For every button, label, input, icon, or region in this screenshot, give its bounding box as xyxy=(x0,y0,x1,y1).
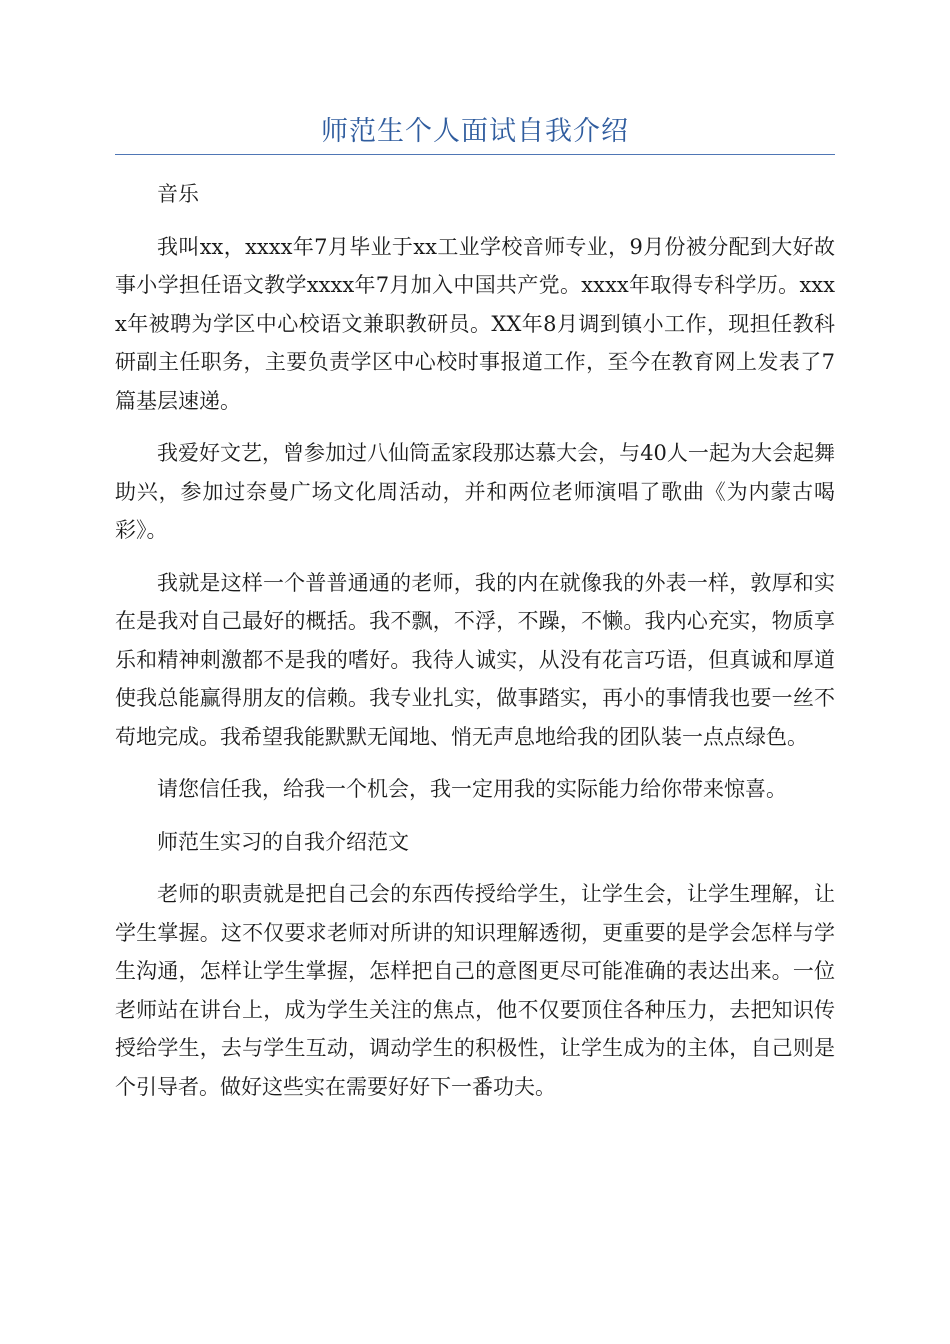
document-body xyxy=(115,175,835,1120)
paragraph-character: 我就是这样一个普普通通的老师，我的内在就像我的外表一样，敦厚和实在是我对自己最好的概括。我不飘，不浮，不躁，不懒。我内心充实，物质享乐和精神刺激都不是我的嗜好。我待人诚实，从没有花言巧语，但真诚和厚道使我总能赢得朋友的信赖。我专业扎实，做事踏实，再小的事情我也要一丝不苟地完成。我希望我能默默无闻地、悄无声息地给我的团队装一点点绿色。 xyxy=(115,570,835,749)
document-title: 师范生个人面试自我介绍 xyxy=(321,116,629,147)
paragraph-hobbies: 我爱好文艺，曾参加过八仙筒孟家段那达慕大会，与40人一起为大会起舞助兴，参加过奈曼广场文化周活动，并和两位老师演唱了歌曲《为内蒙古喝彩》。 xyxy=(115,441,835,542)
paragraph-closing: 请您信任我，给我一个机会，我一定用我的实际能力给你带来惊喜。 xyxy=(157,777,787,801)
paragraph-background: 我叫xx，xxxx年7月毕业于xx工业学校音师专业，9月份被分配到大好故事小学担任语文教学xxxx年7月加入中国共产党。xxxx年取得专科学历。xxxx年被聘为学区中心校语文兼职教研员。XX年8月调到镇小工作，现担任教科研副主任职务，主要负责学区中心校时事报道工作，至今在教育网上发表了7篇基层速递。 xyxy=(115,234,835,413)
paragraph-teacher-duty: 老师的职责就是把自己会的东西传授给学生，让学生会，让学生理解，让学生掌握。这不仅要求老师对所讲的知识理解透彻，更重要的是学会怎样与学生沟通，怎样让学生掌握，怎样把自己的意图更尽可能准确的表达出来。一位老师站在讲台上，成为学生关注的焦点，他不仅要顶住各种压力，去把知识传授给学生，去与学生互动，调动学生的积极性，让学生成为的主体，自己则是个引导者。做好这些实在需要好好下一番功夫。 xyxy=(115,882,835,1099)
title-underline xyxy=(115,154,835,155)
section-heading-music: 音乐 xyxy=(157,182,199,206)
section-heading-internship: 师范生实习的自我介绍范文 xyxy=(157,829,409,854)
